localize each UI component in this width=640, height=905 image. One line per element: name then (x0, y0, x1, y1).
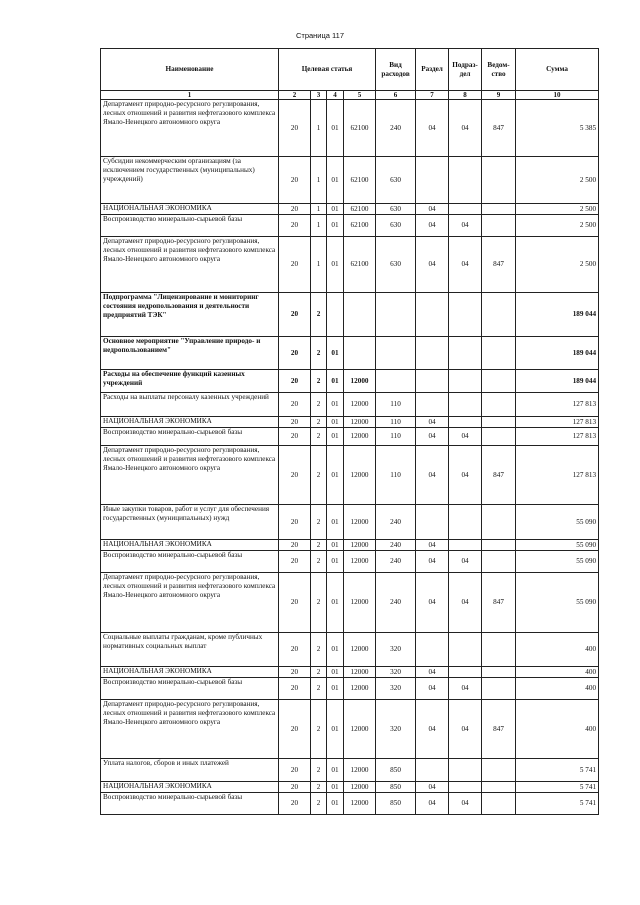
amount-cell: 2 500 (516, 237, 599, 293)
amount-cell: 5 385 (516, 100, 599, 157)
target-program-cell: 20 (279, 157, 311, 204)
row-name-cell: Воспроизводство минерально-сырьевой базы (101, 793, 279, 815)
subsection-cell: 04 (449, 446, 482, 505)
header-expense-type: Вид расходов (376, 49, 416, 91)
target-subprogram-cell: 2 (311, 393, 327, 417)
target-measure-cell: 01 (327, 793, 344, 815)
row-name-cell: Департамент природно-ресурсного регулирования, лесных отношений и развития нефтегазового комплекса Ямало-Ненецкого автономного округа (101, 446, 279, 505)
expense-type-cell: 240 (376, 540, 416, 551)
row-name-cell: НАЦИОНАЛЬНАЯ ЭКОНОМИКА (101, 540, 279, 551)
amount-cell: 127 813 (516, 417, 599, 428)
subsection-cell (449, 293, 482, 337)
col-index-cell: 10 (516, 91, 599, 100)
table-row (101, 293, 599, 337)
amount-cell: 5 741 (516, 759, 599, 782)
header-department: Ведом-ство (482, 49, 516, 91)
row-name-cell: Расходы на обеспечение функций казенных учреждений (101, 370, 279, 393)
target-measure-cell: 01 (327, 204, 344, 215)
target-program-cell: 20 (279, 505, 311, 540)
target-program-cell: 20 (279, 428, 311, 446)
department-cell: 847 (482, 573, 516, 633)
expense-type-cell (376, 293, 416, 337)
target-direction-cell: 12000 (344, 446, 376, 505)
target-program-cell: 20 (279, 417, 311, 428)
table-body (101, 100, 599, 815)
subsection-cell (449, 157, 482, 204)
expense-type-cell (376, 370, 416, 393)
amount-cell: 189 044 (516, 293, 599, 337)
target-program-cell: 20 (279, 633, 311, 667)
table-row (101, 505, 599, 540)
target-direction-cell: 12000 (344, 573, 376, 633)
section-cell (416, 505, 449, 540)
target-measure-cell: 01 (327, 393, 344, 417)
row-name-cell: Департамент природно-ресурсного регулирования, лесных отношений и развития нефтегазового комплекса Ямало-Ненецкого автономного округа (101, 100, 279, 157)
target-measure-cell: 01 (327, 370, 344, 393)
expense-type-cell: 630 (376, 204, 416, 215)
target-direction-cell: 12000 (344, 700, 376, 759)
target-subprogram-cell: 2 (311, 759, 327, 782)
target-measure-cell: 01 (327, 540, 344, 551)
target-direction-cell: 62100 (344, 215, 376, 237)
expense-type-cell: 240 (376, 573, 416, 633)
subsection-cell: 04 (449, 100, 482, 157)
target-measure-cell: 01 (327, 782, 344, 793)
row-name-cell: Департамент природно-ресурсного регулирования, лесных отношений и развития нефтегазового комплекса Ямало-Ненецкого автономного округа (101, 700, 279, 759)
target-direction-cell: 62100 (344, 100, 376, 157)
target-direction-cell: 12000 (344, 417, 376, 428)
col-index-cell: 2 (279, 91, 311, 100)
amount-cell: 2 500 (516, 157, 599, 204)
section-cell (416, 337, 449, 370)
department-cell (482, 551, 516, 573)
target-direction-cell: 12000 (344, 793, 376, 815)
subsection-cell (449, 782, 482, 793)
target-direction-cell: 12000 (344, 551, 376, 573)
table-row (101, 157, 599, 204)
target-program-cell: 20 (279, 370, 311, 393)
expense-type-cell: 850 (376, 793, 416, 815)
subsection-cell (449, 667, 482, 678)
subsection-cell: 04 (449, 551, 482, 573)
header-section: Раздел (416, 49, 449, 91)
target-measure-cell: 01 (327, 215, 344, 237)
table-row (101, 393, 599, 417)
department-cell (482, 428, 516, 446)
expense-type-cell: 630 (376, 157, 416, 204)
target-measure-cell: 01 (327, 678, 344, 700)
row-name-cell: Департамент природно-ресурсного регулирования, лесных отношений и развития нефтегазового комплекса Ямало-Ненецкого автономного округа (101, 237, 279, 293)
target-direction-cell: 12000 (344, 505, 376, 540)
table-row (101, 204, 599, 215)
section-cell: 04 (416, 417, 449, 428)
target-measure-cell: 01 (327, 237, 344, 293)
target-subprogram-cell: 1 (311, 204, 327, 215)
expense-type-cell: 320 (376, 667, 416, 678)
target-subprogram-cell: 2 (311, 782, 327, 793)
row-name-cell: Расходы на выплаты персоналу казенных учреждений (101, 393, 279, 417)
target-subprogram-cell: 2 (311, 505, 327, 540)
target-subprogram-cell: 2 (311, 678, 327, 700)
department-cell (482, 633, 516, 667)
table-row (101, 417, 599, 428)
subsection-cell (449, 204, 482, 215)
department-cell (482, 667, 516, 678)
target-measure-cell: 01 (327, 100, 344, 157)
row-name-cell: Подпрограмма "Лицензирование и мониторинг состояния недропользования и деятельности предприятий ТЭК" (101, 293, 279, 337)
department-cell: 847 (482, 100, 516, 157)
expense-type-cell: 850 (376, 759, 416, 782)
col-index-cell: 6 (376, 91, 416, 100)
target-subprogram-cell: 1 (311, 215, 327, 237)
target-direction-cell: 12000 (344, 393, 376, 417)
expense-type-cell: 110 (376, 428, 416, 446)
section-cell (416, 633, 449, 667)
section-cell: 04 (416, 678, 449, 700)
target-subprogram-cell: 2 (311, 793, 327, 815)
table-row (101, 428, 599, 446)
table-row (101, 215, 599, 237)
target-program-cell: 20 (279, 793, 311, 815)
target-subprogram-cell: 2 (311, 540, 327, 551)
target-direction-cell: 12000 (344, 678, 376, 700)
page-number-header: Страница 117 (295, 31, 345, 40)
header-name: Наименование (101, 49, 279, 91)
target-measure-cell: 01 (327, 667, 344, 678)
col-index-cell: 9 (482, 91, 516, 100)
target-direction-cell: 62100 (344, 157, 376, 204)
budget-table (100, 48, 599, 815)
row-name-cell: НАЦИОНАЛЬНАЯ ЭКОНОМИКА (101, 204, 279, 215)
subsection-cell (449, 337, 482, 370)
row-name-cell: НАЦИОНАЛЬНАЯ ЭКОНОМИКА (101, 782, 279, 793)
amount-cell: 400 (516, 700, 599, 759)
amount-cell: 5 741 (516, 782, 599, 793)
target-program-cell: 20 (279, 337, 311, 370)
header-target-article: Целевая статья (279, 49, 376, 91)
table-row (101, 370, 599, 393)
department-cell (482, 204, 516, 215)
target-direction-cell: 12000 (344, 759, 376, 782)
target-program-cell: 20 (279, 782, 311, 793)
section-cell: 04 (416, 204, 449, 215)
row-name-cell: НАЦИОНАЛЬНАЯ ЭКОНОМИКА (101, 417, 279, 428)
amount-cell: 400 (516, 633, 599, 667)
col-index-cell: 1 (101, 91, 279, 100)
section-cell: 04 (416, 237, 449, 293)
table-row (101, 678, 599, 700)
amount-cell: 400 (516, 667, 599, 678)
target-measure-cell: 01 (327, 633, 344, 667)
target-program-cell: 20 (279, 667, 311, 678)
target-subprogram-cell: 2 (311, 293, 327, 337)
subsection-cell (449, 759, 482, 782)
target-direction-cell: 62100 (344, 237, 376, 293)
target-measure-cell: 01 (327, 417, 344, 428)
target-measure-cell: 01 (327, 759, 344, 782)
col-index-cell: 8 (449, 91, 482, 100)
section-cell: 04 (416, 100, 449, 157)
table-row (101, 700, 599, 759)
section-cell: 04 (416, 700, 449, 759)
amount-cell: 2 500 (516, 204, 599, 215)
table-row (101, 237, 599, 293)
table-row (101, 100, 599, 157)
subsection-cell: 04 (449, 573, 482, 633)
column-index-row (101, 91, 599, 100)
target-direction-cell: 12000 (344, 633, 376, 667)
subsection-cell (449, 370, 482, 393)
department-cell (482, 215, 516, 237)
target-subprogram-cell: 2 (311, 573, 327, 633)
target-program-cell: 20 (279, 293, 311, 337)
subsection-cell: 04 (449, 678, 482, 700)
expense-type-cell: 320 (376, 678, 416, 700)
expense-type-cell (376, 337, 416, 370)
header-subsection: Подраз-дел (449, 49, 482, 91)
amount-cell: 55 090 (516, 505, 599, 540)
expense-type-cell: 110 (376, 446, 416, 505)
target-measure-cell: 01 (327, 505, 344, 540)
expense-type-cell: 110 (376, 393, 416, 417)
table-row (101, 337, 599, 370)
target-program-cell: 20 (279, 100, 311, 157)
target-measure-cell: 01 (327, 157, 344, 204)
header-amount: Сумма (516, 49, 599, 91)
target-measure-cell: 01 (327, 573, 344, 633)
amount-cell: 55 090 (516, 551, 599, 573)
target-direction-cell: 12000 (344, 540, 376, 551)
subsection-cell: 04 (449, 428, 482, 446)
col-index-cell: 3 (311, 91, 327, 100)
target-direction-cell: 62100 (344, 204, 376, 215)
row-name-cell: Воспроизводство минерально-сырьевой базы (101, 428, 279, 446)
section-cell: 04 (416, 573, 449, 633)
target-subprogram-cell: 1 (311, 157, 327, 204)
department-cell (482, 782, 516, 793)
target-subprogram-cell: 2 (311, 370, 327, 393)
section-cell: 04 (416, 446, 449, 505)
target-program-cell: 20 (279, 551, 311, 573)
target-subprogram-cell: 2 (311, 446, 327, 505)
subsection-cell (449, 505, 482, 540)
department-cell (482, 157, 516, 204)
department-cell (482, 505, 516, 540)
row-name-cell: Уплата налогов, сборов и иных платежей (101, 759, 279, 782)
table-row (101, 573, 599, 633)
target-program-cell: 20 (279, 215, 311, 237)
amount-cell: 127 813 (516, 428, 599, 446)
target-program-cell: 20 (279, 237, 311, 293)
expense-type-cell: 630 (376, 215, 416, 237)
target-subprogram-cell: 1 (311, 237, 327, 293)
amount-cell: 55 090 (516, 540, 599, 551)
section-cell: 04 (416, 551, 449, 573)
amount-cell: 189 044 (516, 337, 599, 370)
table-row (101, 633, 599, 667)
target-subprogram-cell: 2 (311, 417, 327, 428)
section-cell (416, 393, 449, 417)
target-program-cell: 20 (279, 204, 311, 215)
target-direction-cell (344, 337, 376, 370)
row-name-cell: Департамент природно-ресурсного регулирования, лесных отношений и развития нефтегазового комплекса Ямало-Ненецкого автономного округа (101, 573, 279, 633)
table-row (101, 782, 599, 793)
target-program-cell: 20 (279, 700, 311, 759)
subsection-cell: 04 (449, 215, 482, 237)
target-direction-cell: 12000 (344, 370, 376, 393)
expense-type-cell: 240 (376, 100, 416, 157)
target-subprogram-cell: 1 (311, 100, 327, 157)
target-subprogram-cell: 2 (311, 551, 327, 573)
department-cell (482, 337, 516, 370)
table-row (101, 793, 599, 815)
section-cell: 04 (416, 793, 449, 815)
target-program-cell: 20 (279, 393, 311, 417)
department-cell: 847 (482, 237, 516, 293)
row-name-cell: Основное мероприятие "Управление природо- и недропользованием" (101, 337, 279, 370)
col-index-cell: 7 (416, 91, 449, 100)
department-cell: 847 (482, 446, 516, 505)
department-cell (482, 293, 516, 337)
expense-type-cell: 240 (376, 505, 416, 540)
department-cell (482, 540, 516, 551)
target-subprogram-cell: 2 (311, 633, 327, 667)
expense-type-cell: 850 (376, 782, 416, 793)
table-row (101, 759, 599, 782)
subsection-cell: 04 (449, 700, 482, 759)
target-measure-cell: 01 (327, 428, 344, 446)
target-program-cell: 20 (279, 573, 311, 633)
target-measure-cell: 01 (327, 700, 344, 759)
row-name-cell: НАЦИОНАЛЬНАЯ ЭКОНОМИКА (101, 667, 279, 678)
table-row (101, 540, 599, 551)
department-cell (482, 393, 516, 417)
table-row (101, 446, 599, 505)
target-direction-cell: 12000 (344, 667, 376, 678)
expense-type-cell: 320 (376, 700, 416, 759)
target-direction-cell (344, 293, 376, 337)
amount-cell: 400 (516, 678, 599, 700)
row-name-cell: Социальные выплаты гражданам, кроме публичных нормативных социальных выплат (101, 633, 279, 667)
target-measure-cell: 01 (327, 551, 344, 573)
section-cell (416, 370, 449, 393)
target-subprogram-cell: 2 (311, 667, 327, 678)
subsection-cell (449, 540, 482, 551)
col-index-cell: 4 (327, 91, 344, 100)
table-header-row (101, 49, 599, 91)
section-cell: 04 (416, 428, 449, 446)
row-name-cell: Воспроизводство минерально-сырьевой базы (101, 551, 279, 573)
target-program-cell: 20 (279, 540, 311, 551)
department-cell: 847 (482, 700, 516, 759)
subsection-cell (449, 417, 482, 428)
department-cell (482, 370, 516, 393)
amount-cell: 127 813 (516, 446, 599, 505)
department-cell (482, 759, 516, 782)
subsection-cell (449, 633, 482, 667)
table-row (101, 667, 599, 678)
expense-type-cell: 320 (376, 633, 416, 667)
target-subprogram-cell: 2 (311, 700, 327, 759)
expense-type-cell: 110 (376, 417, 416, 428)
expense-type-cell: 240 (376, 551, 416, 573)
row-name-cell: Иные закупки товаров, работ и услуг для обеспечения государственных (муниципальных) нужд (101, 505, 279, 540)
target-measure-cell: 01 (327, 446, 344, 505)
section-cell: 04 (416, 215, 449, 237)
department-cell (482, 417, 516, 428)
section-cell: 04 (416, 667, 449, 678)
target-program-cell: 20 (279, 446, 311, 505)
section-cell: 04 (416, 782, 449, 793)
subsection-cell (449, 393, 482, 417)
target-direction-cell: 12000 (344, 782, 376, 793)
amount-cell: 5 741 (516, 793, 599, 815)
section-cell: 04 (416, 540, 449, 551)
amount-cell: 2 500 (516, 215, 599, 237)
target-subprogram-cell: 2 (311, 337, 327, 370)
amount-cell: 189 044 (516, 370, 599, 393)
department-cell (482, 678, 516, 700)
section-cell (416, 293, 449, 337)
section-cell (416, 157, 449, 204)
target-program-cell: 20 (279, 678, 311, 700)
table-row (101, 551, 599, 573)
amount-cell: 127 813 (516, 393, 599, 417)
row-name-cell: Субсидии некоммерческим организациям (за исключением государственных (муниципальных) учреждений) (101, 157, 279, 204)
row-name-cell: Воспроизводство минерально-сырьевой базы (101, 678, 279, 700)
subsection-cell: 04 (449, 237, 482, 293)
target-subprogram-cell: 2 (311, 428, 327, 446)
amount-cell: 55 090 (516, 573, 599, 633)
department-cell (482, 793, 516, 815)
target-program-cell: 20 (279, 759, 311, 782)
expense-type-cell: 630 (376, 237, 416, 293)
col-index-cell: 5 (344, 91, 376, 100)
target-direction-cell: 12000 (344, 428, 376, 446)
row-name-cell: Воспроизводство минерально-сырьевой базы (101, 215, 279, 237)
target-measure-cell: 01 (327, 337, 344, 370)
target-measure-cell (327, 293, 344, 337)
subsection-cell: 04 (449, 793, 482, 815)
section-cell (416, 759, 449, 782)
